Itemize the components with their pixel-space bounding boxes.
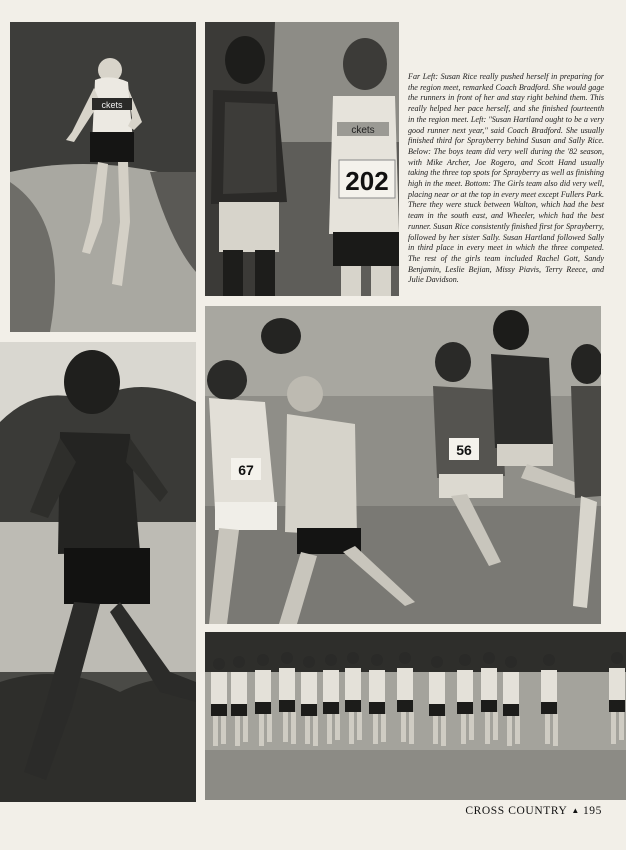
triangle-icon: ▲ [571, 806, 580, 815]
page-number: 195 [582, 805, 602, 817]
page-footer [465, 805, 602, 817]
photo-runner-by-lake [0, 342, 196, 802]
photo-boys-team-running [205, 306, 601, 624]
race-bib-56: 56 [456, 442, 472, 458]
section-title: CROSS COUNTRY [465, 805, 568, 817]
jersey-text-top-left: ckets [101, 100, 123, 110]
photo-runner-top-left [10, 22, 196, 332]
race-bib-67: 67 [238, 462, 254, 478]
photo-girls-team-start [205, 632, 626, 800]
photo-caption: Far Left: Susan Rice really pushed herself in preparing for the region meet, remarked Coach Bradford. She would gage the runners in front of her and stay right behind them. This really helped her pace herself, and she finished fourteenth in the region meet. Left: "Susan Hartland ought to be a very good runner next year," said Coach Bradford. She usually finished third for Sprayberry behind Susan and Sally Rice. Below: The boys team did very well during the '82 season, with Mike Archer, Joe Rogero, and Scott Hand usually taking the three top spots for Sprayberry as well as finishing high in the meet. Bottom: The Girls team also did very well, placing near or at the top in every meet except Fullers Park. There they were stuck between Walton, which had the best team in the south east, and Wheeler, which had the best runner. Susan Rice consistently finished first for Sprayberry, followed by her sister Sally. Susan Hartland followed Sally in third place in every meet in which the three competed. The rest of the girls team included Rachel Gott, Sandy Benjamin, Leslie Bejian, Missy Piavis, Terry Reece, and Julie Davidson. [408, 72, 604, 285]
photo-two-runners [205, 22, 399, 296]
race-bib-202: 202 [345, 166, 389, 196]
jersey-text-top-mid: ckets [351, 125, 375, 136]
